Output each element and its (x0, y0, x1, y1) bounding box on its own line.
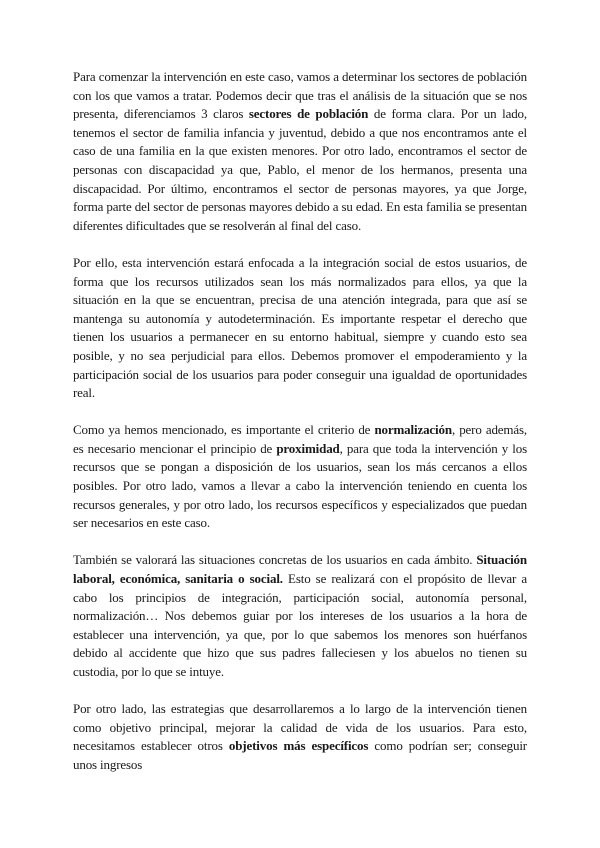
document-page (73, 68, 527, 793)
paragraph-4-text-1: También se valorará las situaciones concretas de los usuarios en cada ámbito. (73, 552, 477, 568)
paragraph-3-text-2: , pero además, es necesario mencionar el principio de (73, 422, 528, 456)
paragraph-5 (73, 700, 527, 774)
paragraph-1-text-2: de forma clara. Por un lado, tenemos el sector de familia infancia y juventud, debido a que nos encontramos ante el caso de una familia en la que existen menores. Por otro lado, encontramos el sector de personas con discapacidad ya que, Pablo, el menor de los hermanos, presenta una discapacidad. Por último, encontramos el sector de personas mayores, ya que Jorge, forma parte del sector de personas mayores debido a su edad. En esta familia se presentan diferentes dificultades que se resolverán al final del caso. (73, 106, 527, 233)
bold-term-sectores-de-poblacion: sectores de población (248, 106, 369, 122)
bold-term-proximidad: proximidad (276, 440, 340, 456)
paragraph-3-text-3: , para que toda la intervención y los recursos que se pongan a disposición de los usuarios, sean los más cercanos a ellos posibles. Por otro lado, vamos a llevar a cabo la intervención teniendo en cuenta los recursos generales, y por otro lado, los recursos específicos y especializados que puedan ser necesarios en este caso. (73, 440, 528, 531)
paragraph-2 (73, 254, 527, 403)
paragraph-4-text-2: Esto se realizará con el propósito de llevar a cabo los principios de integración, participación social, autonomía personal, normalización… Nos debemos guiar por los intereses de los usuarios a la hora de establecer una intervención, ya que, por lo que sabemos los menores son huérfanos debido al accidente que hizo que sus padres falleciesen y los abuelos no tienen su custodia, por lo que se intuye. (73, 571, 527, 679)
bold-term-normalizacion: normalización (374, 422, 452, 438)
paragraph-4 (73, 551, 527, 681)
paragraph-1-text-1: Para comenzar la intervención en este caso, vamos a determinar los sectores de población con los que vamos a tratar. Podemos decir que tras el análisis de la situación que se nos presenta, diferenciamos 3 claros (73, 69, 527, 122)
paragraph-2-text-1: Por ello, esta intervención estará enfocada a la integración social de estos usuarios, de forma que los recursos utilizados sean los más normalizados para ellos, ya que la situación en la que se encuentran, precisa de una atención integrada, para que así se mantenga su autonomía y autodeterminación. Es importante respetar el derecho que tienen los usuarios a permanecer en su entorno habitual, siempre y cuando esto sea posible, y no sea perjudicial para ellos. Debemos promover el empoderamiento y la participación social de los usuarios para poder conseguir una igualdad de oportunidades real. (73, 254, 527, 401)
bold-term-objetivos: objetivos más específicos (228, 738, 369, 754)
bold-term-situacion: Situación laboral, económica, sanitaria o social. (73, 552, 527, 587)
paragraph-1 (73, 68, 527, 235)
paragraph-5-text-1: Por otro lado, las estrategias que desarrollaremos a lo largo de la intervención tienen como objetivo principal, mejorar la calidad de vida de los usuarios. Para esto, necesitamos establecer otros (73, 701, 527, 754)
paragraph-5-text-2: como podrían ser; conseguir unos ingresos (73, 738, 527, 772)
paragraph-3 (73, 421, 527, 533)
paragraph-3-text-1: Como ya hemos mencionado, es importante el criterio de (73, 422, 375, 438)
